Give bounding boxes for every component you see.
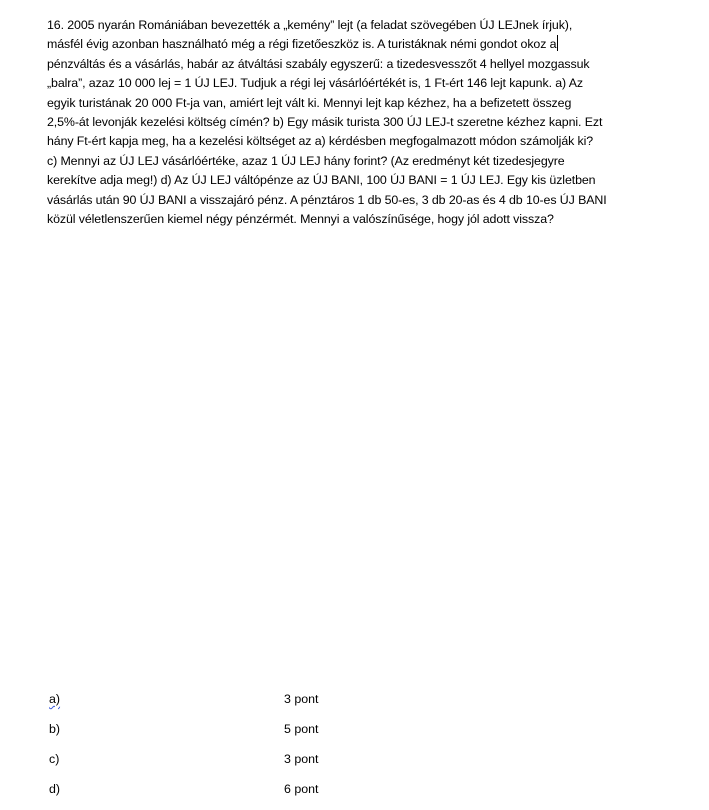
score-points: 6 pont	[284, 782, 319, 796]
problem-line: 16. 2005 nyarán Romániában bevezették a „kemény” lejt (a feladat szövegében ÚJ LEJnek írjuk),	[47, 18, 573, 32]
score-points: 3 pont	[284, 752, 319, 766]
score-label: c)	[49, 752, 60, 766]
problem-line-text: másfél évig azonban használható még a régi fizetőeszköz is. A turistáknak némi gondot okoz a	[47, 37, 557, 52]
problem-line: kerekítve adja meg!) d) Az ÚJ LEJ váltópénze az ÚJ BANI, 100 ÚJ BANI = 1 ÚJ LEJ. Egy kis üzletben	[47, 173, 596, 188]
problem-line: egyik turistának 20 000 Ft-ja van, amiért lejt vált ki. Mennyi lejt kap kézhez, ha a befizetett összeg	[47, 95, 572, 110]
problem-line	[47, 35, 657, 54]
text-cursor	[557, 35, 558, 51]
problem-line: c) Mennyi az ÚJ LEJ vásárlóértéke, azaz 1 ÚJ LEJ hány forint? (Az eredményt két tizedesjegyre	[47, 153, 565, 168]
score-row-a	[47, 690, 447, 720]
problem-text	[47, 16, 657, 229]
score-row-b	[47, 720, 447, 750]
score-table	[47, 690, 447, 810]
score-points: 5 pont	[284, 722, 319, 736]
problem-line: pénzváltás és a vásárlás, habár az átváltási szabály egyszerű: a tizedesvesszőt 4 hellyel mozgassuk	[47, 56, 590, 71]
score-label: d)	[49, 782, 61, 796]
problem-line: vásárlás után 90 ÚJ BANI a visszajáró pénz. A pénztáros 1 db 50-es, 3 db 20-as és 4 db 10-es ÚJ BANI	[47, 192, 607, 207]
score-label: b)	[49, 722, 61, 736]
problem-line: „balra”, azaz 10 000 lej = 1 ÚJ LEJ. Tudjuk a régi lej vásárlóértékét is, 1 Ft-ért 146 lejt kapunk. a) Az	[47, 76, 583, 91]
problem-line: közül véletlenszerűen kiemel négy pénzérmét. Mennyi a valószínűsége, hogy jól adott vissza?	[47, 212, 554, 227]
score-label: a)	[49, 692, 61, 706]
problem-line: hány Ft-ért kapja meg, ha a kezelési költséget az a) kérdésben megfogalmazott módon számolják ki?	[47, 134, 594, 149]
score-row-c	[47, 750, 447, 780]
score-points: 3 pont	[284, 692, 319, 706]
problem-line: 2,5%-át levonják kezelési költség címén? b) Egy másik turista 300 ÚJ LEJ-t szeretne kézhez kapni. Ezt	[47, 115, 603, 130]
score-row-d	[47, 780, 447, 810]
